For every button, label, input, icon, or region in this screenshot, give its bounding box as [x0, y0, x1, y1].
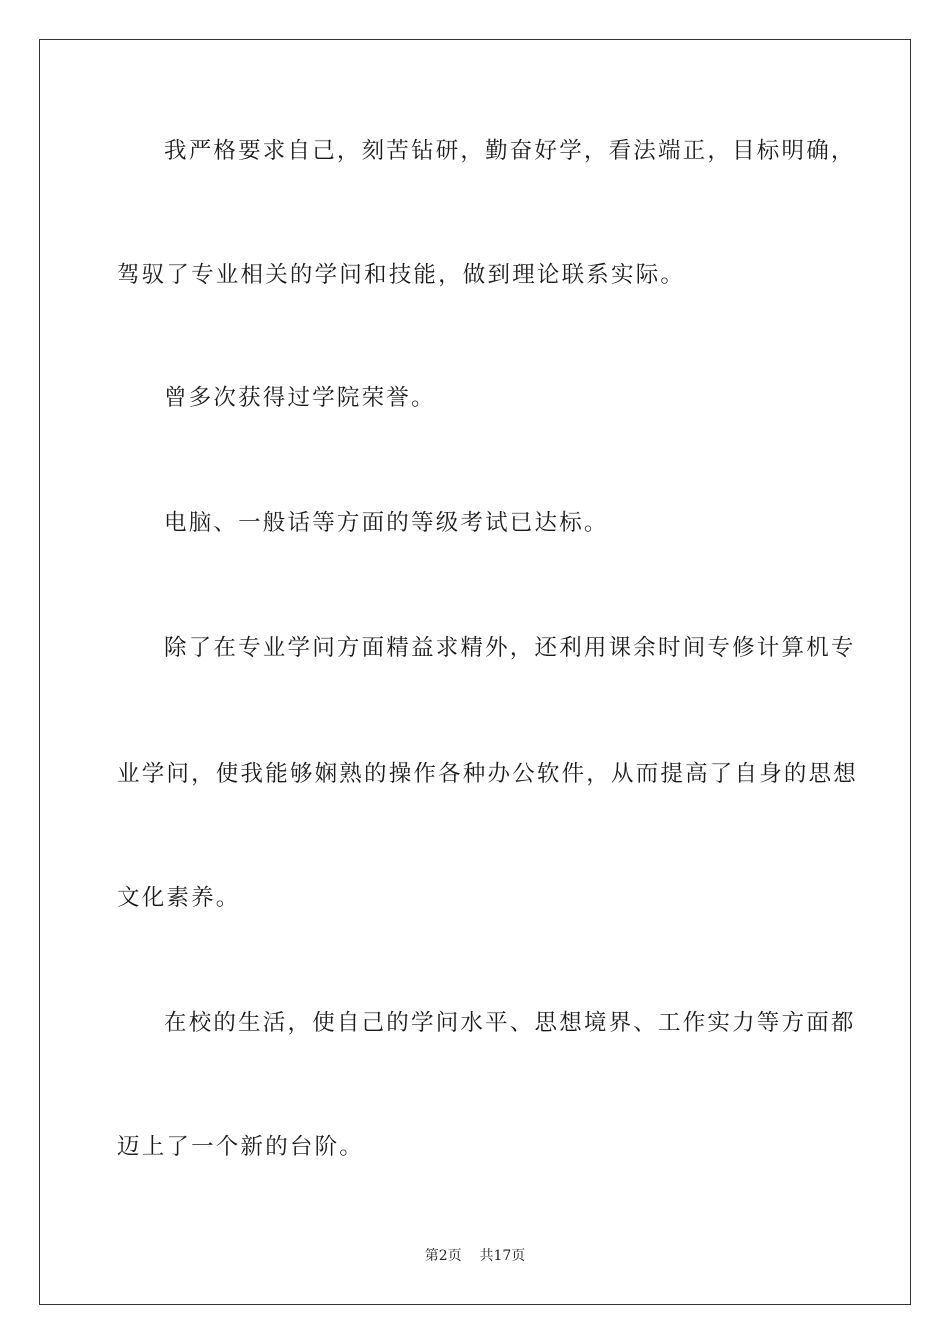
page-border — [39, 39, 911, 1305]
paragraph-1-line-2: 驾驭了专业相关的学问和技能，做到理论联系实际。 — [117, 262, 686, 288]
paragraph-4-line-1: 除了在专业学问方面精益求精外，还利用课余时间专修计算机专 — [164, 635, 856, 661]
page-number: 第2页 — [424, 1248, 462, 1264]
page-footer — [0, 1247, 950, 1265]
paragraph-4-line-3: 文化素养。 — [117, 885, 241, 911]
paragraph-5-line-2: 迈上了一个新的台阶。 — [117, 1134, 365, 1160]
paragraph-5-line-1: 在校的生活，使自己的学问水平、思想境界、工作实力等方面都 — [164, 1010, 856, 1036]
paragraph-4-line-2: 业学问，使我能够娴熟的操作各种办公软件，从而提高了自身的思想 — [117, 761, 859, 787]
total-pages: 共17页 — [479, 1248, 526, 1264]
paragraph-3: 电脑、一般话等方面的等级考试已达标。 — [164, 510, 609, 536]
paragraph-2: 曾多次获得过学院荣誉。 — [164, 385, 436, 411]
paragraph-1-line-1: 我严格要求自己，刻苦钻研，勤奋好学，看法端正，目标明确， — [164, 138, 856, 164]
